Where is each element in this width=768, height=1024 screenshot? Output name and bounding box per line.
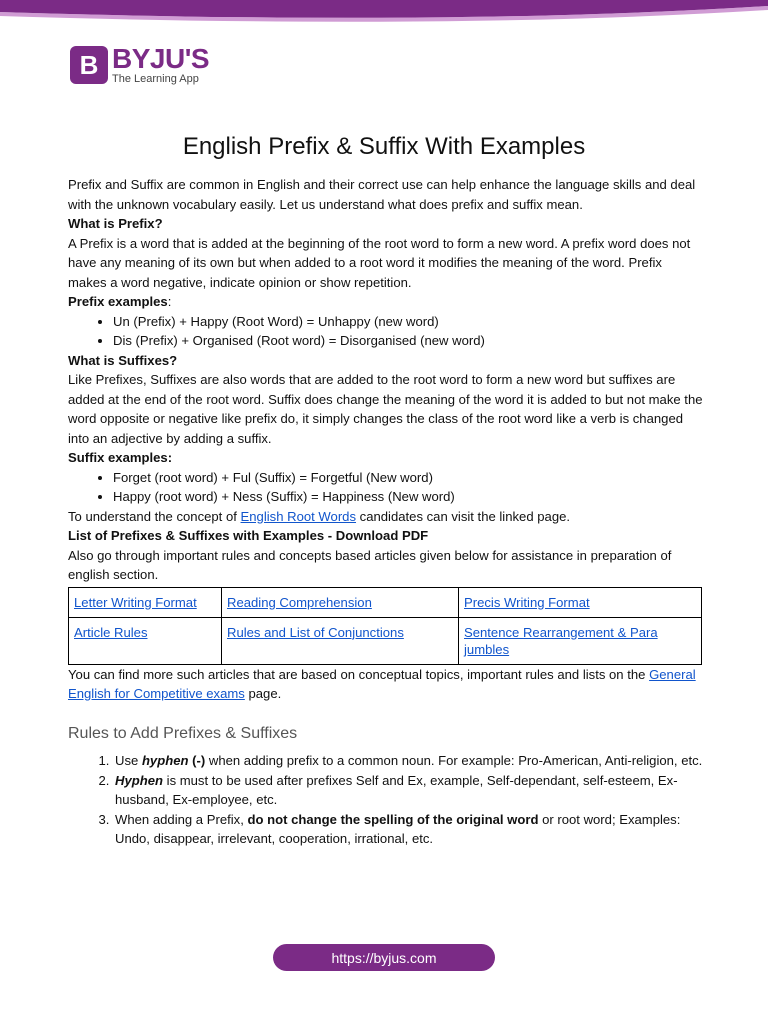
logo-brand-name: BYJU'S [112,43,210,74]
list-item: 3. When adding a Prefix, do not change the spelling of the original word or root word; Examples: Undo, disappear, irrelevant, cooperation, irrational, etc. [113,810,704,849]
also-paragraph: Also go through important rules and concepts based articles given below for assistance in preparation of english section. [68,547,672,582]
precis-writing-format-link[interactable]: Precis Writing Format [464,594,590,610]
prefix-heading: What is Prefix? [68,216,163,231]
footer-url-button[interactable] [273,944,495,971]
suffix-definition: Like Prefixes, Suffixes are also words that are added to the root word to form a new word but suffixes are added at the end of the root word. Suffix does change the meaning of the word it is added to but not make the word opposite or negative like prefix do, it simply changes the class of the root word like a verb is changed into an adjective by adding a suffix. [68,372,703,446]
prefix-examples-label: Prefix examples: [68,294,172,309]
list-item: • Dis (Prefix) + Organised (Root word) = Disorganised (new word) [113,331,704,351]
logo-mark-icon: B [70,46,108,84]
reading-comprehension-link[interactable]: Reading Comprehension [227,594,372,610]
article-rules-link[interactable]: Article Rules [74,624,148,640]
prefix-examples-list [68,312,704,351]
list-item: • Happy (root word) + Ness (Suffix) = Happiness (New word) [113,487,704,507]
root-words-paragraph: To understand the concept of English Root Words candidates can visit the linked page. [68,508,571,524]
footer-url: https://byjus.com [331,949,437,966]
table-row [69,587,702,617]
english-root-words-link[interactable]: English Root Words [240,508,357,524]
sentence-rearrangement-link[interactable]: Sentence Rearrangement & Para jumbles [464,624,658,657]
download-pdf-heading: List of Prefixes & Suffixes with Examples - Download PDF [68,528,429,543]
articles-table [68,587,702,665]
suffix-examples-list [68,468,704,507]
list-item: • Forget (root word) + Ful (Suffix) = Forgetful (New word) [113,468,704,488]
letter-writing-format-link[interactable]: Letter Writing Format [74,594,197,610]
byjus-logo [70,45,209,85]
more-articles-paragraph: You can find more such articles that are based on conceptual topics, important rules and lists on the General English for Competitive exams page. [68,666,696,701]
suffix-heading: What is Suffixes? [68,352,178,368]
list-item: 1. Use hyphen (-) when adding prefix to a common noun. For example: Pro-American, Anti-religion, etc. [113,751,704,771]
rules-list [68,751,704,849]
table-row [69,617,702,664]
prefix-definition: A Prefix is a word that is added at the beginning of the root word to form a new word. A prefix word does not have any meaning of its own but when added to a root word it modifies the meaning of the word. Prefix makes a word negative, indicate opinion or show repetition. [68,235,691,290]
article-body [68,175,704,849]
suffix-examples-label: Suffix examples: [68,450,173,465]
header-swoosh [0,0,768,30]
list-item: • Un (Prefix) + Happy (Root Word) = Unhappy (new word) [113,312,704,332]
rules-heading: Rules to Add Prefixes & Suffixes [68,724,298,742]
conjunctions-link[interactable]: Rules and List of Conjunctions [227,624,404,640]
list-item: 2. Hyphen is must to be used after prefixes Self and Ex, example, Self-dependant, self-esteem, Ex-husband, Ex-employee, etc. [113,771,704,810]
general-english-link[interactable]: General English for Competitive exams [68,666,696,701]
intro-paragraph: Prefix and Suffix are common in English and their correct use can help enhance the language skills and deal with the unknown vocabulary easily. Let us understand what does prefix and suffix mean. [68,177,696,212]
page-title: English Prefix & Suffix With Examples [182,133,586,160]
logo-tagline: The Learning App [112,73,199,85]
